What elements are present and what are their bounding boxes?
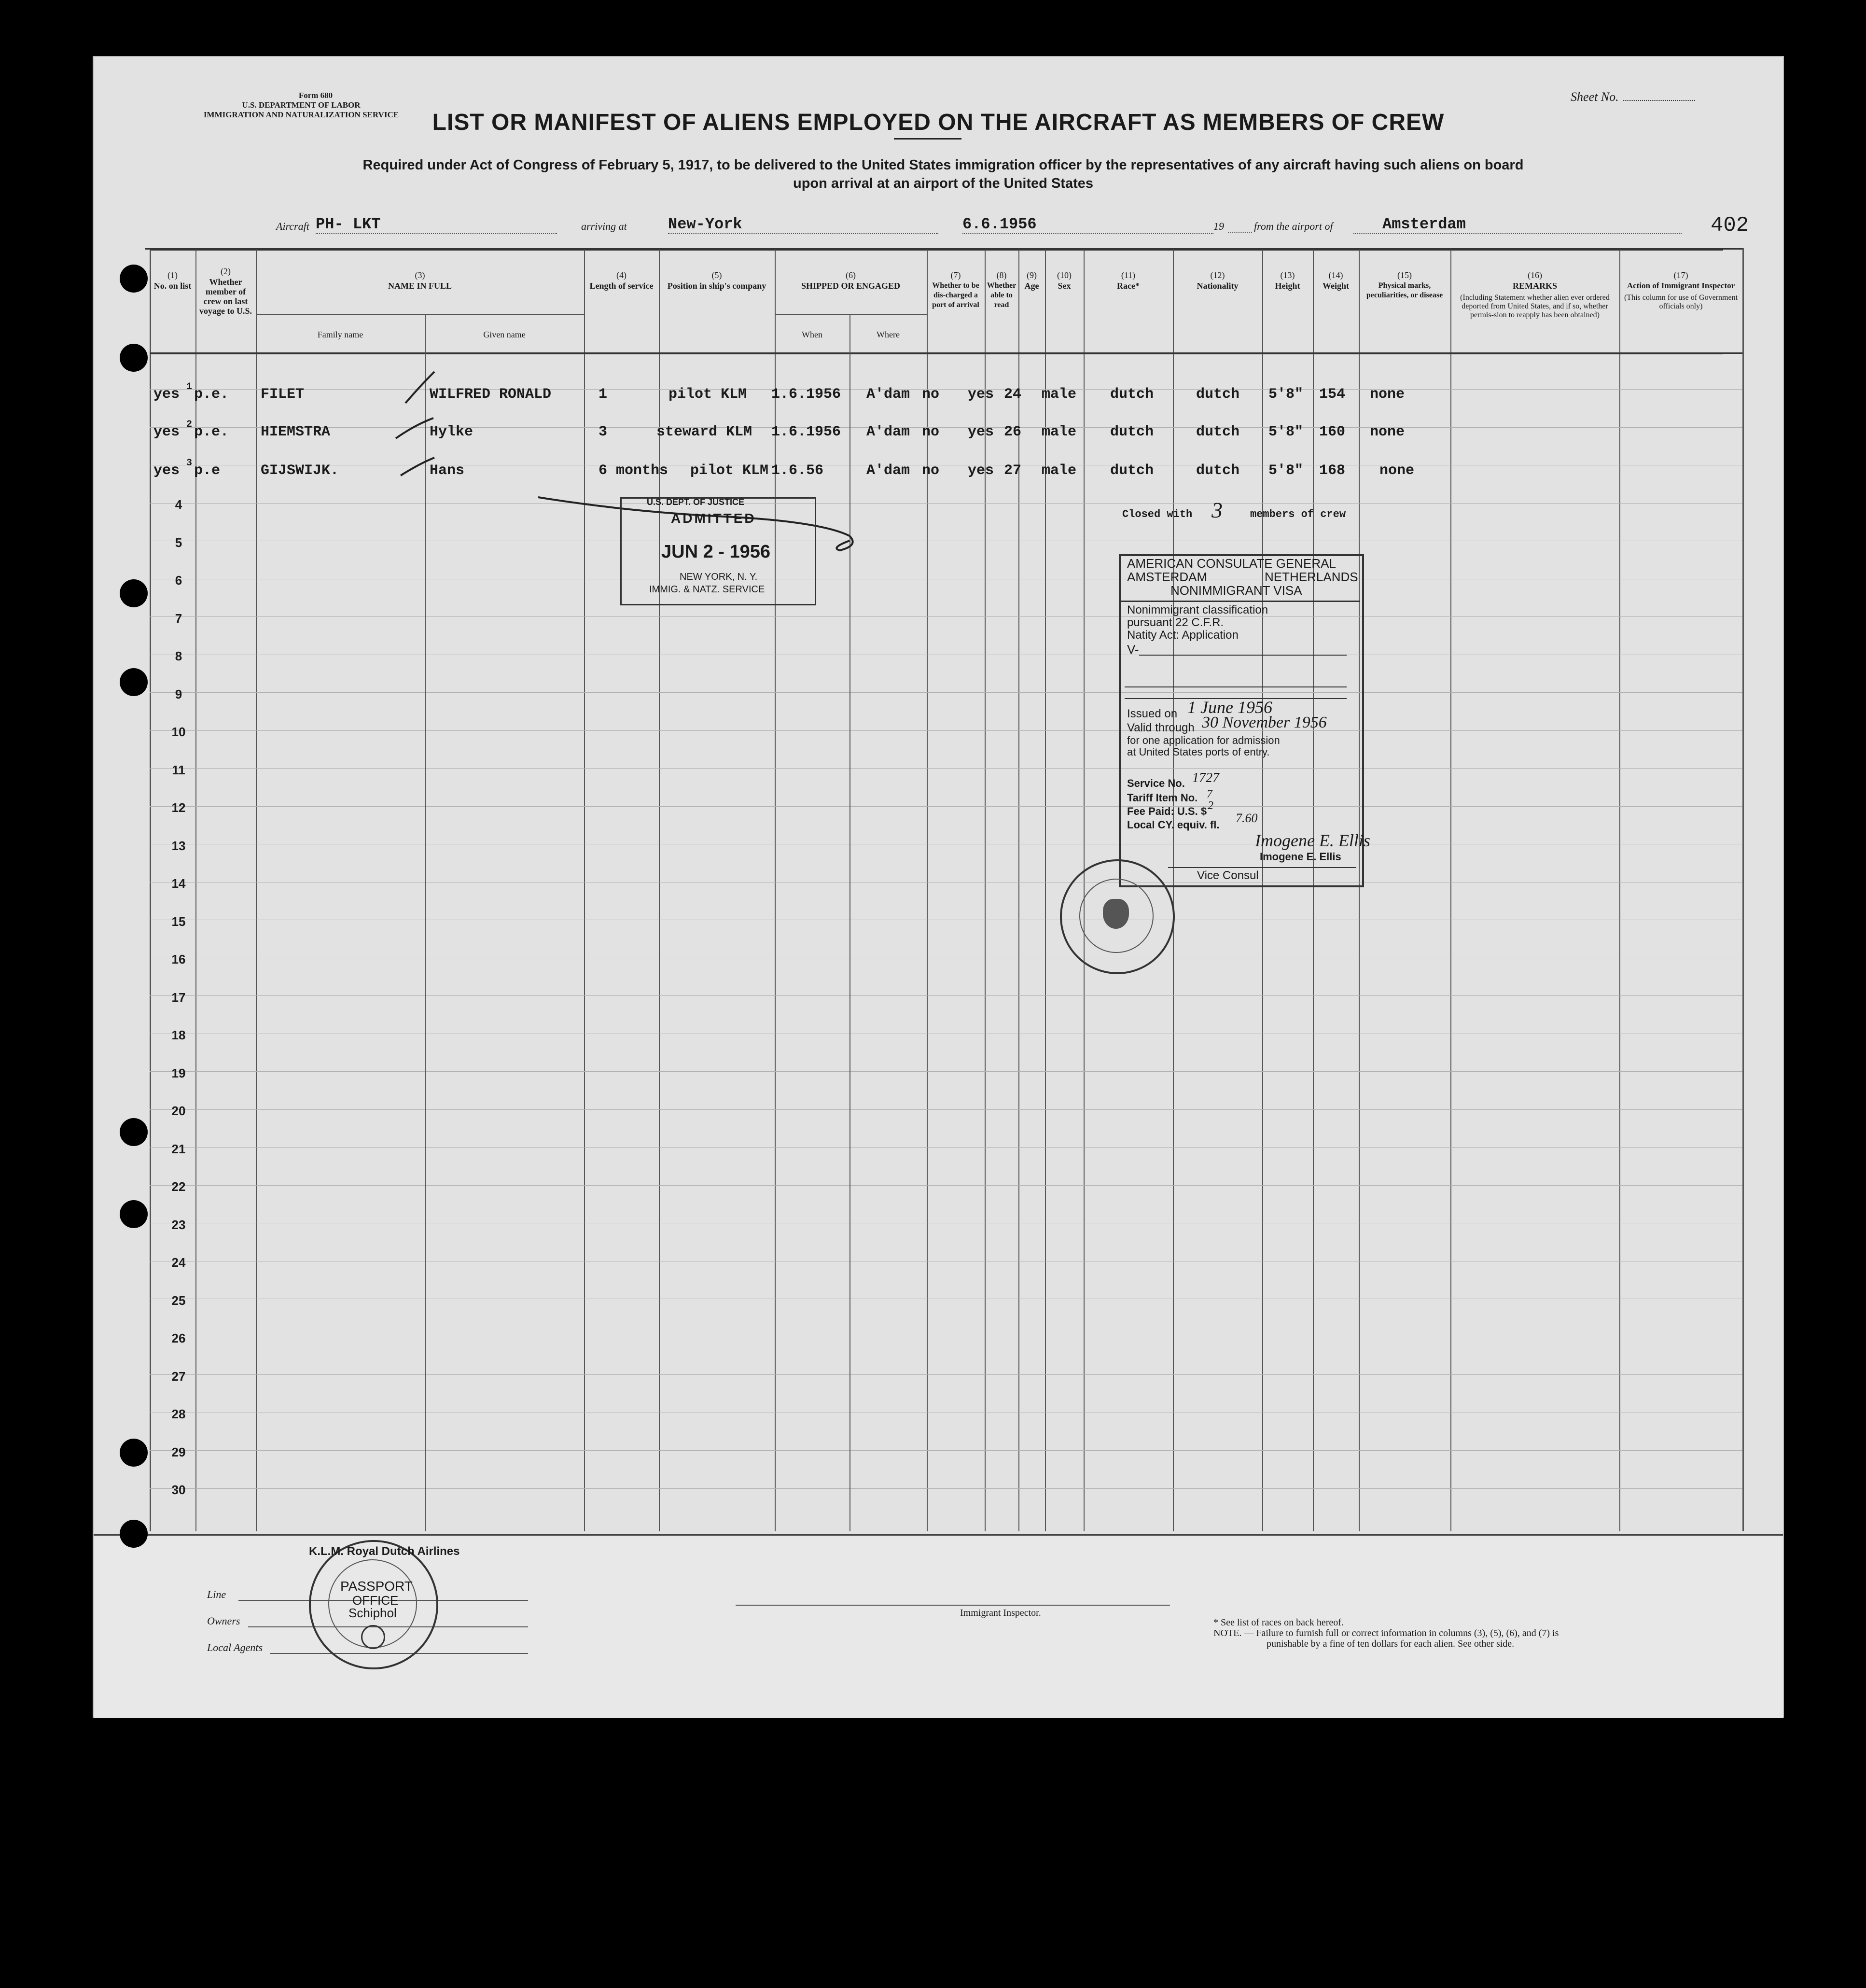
column-rule bbox=[1018, 248, 1019, 1531]
subtitle-line-1: Required under Act of Congress of February 5, 1917, to be delivered to the United States immigration officer by the representatives of any aircraft having such aliens on board bbox=[362, 157, 1524, 173]
column-header: Whether to be dis-charged a port of arrival bbox=[932, 281, 979, 309]
name-subheader-rule bbox=[256, 314, 584, 315]
visa-rule bbox=[1119, 601, 1360, 602]
visa-ports: at United States ports of entry. bbox=[1127, 746, 1270, 758]
row-rule bbox=[150, 1450, 1742, 1451]
tick-mark bbox=[396, 418, 433, 438]
line-label: Line bbox=[207, 1588, 226, 1600]
column-header: Sex bbox=[1058, 281, 1071, 291]
aircraft-label: Aircraft bbox=[276, 220, 309, 232]
column-number: (9) bbox=[1027, 270, 1037, 280]
column-number: (10) bbox=[1057, 270, 1072, 280]
cell-discharged: no bbox=[922, 424, 940, 440]
row-number: 20 bbox=[171, 1104, 186, 1118]
page-title: LIST OR MANIFEST OF ALIENS EMPLOYED ON THE AIRCRAFT AS MEMBERS OF CREW bbox=[432, 110, 1445, 135]
cell-nationality: dutch bbox=[1196, 386, 1240, 403]
cell-sex: male bbox=[1042, 386, 1077, 403]
visa-local-label: Local CY. equiv. fl. bbox=[1127, 819, 1220, 831]
note-2: punishable by a fine of ten dollars for each alien. See other side. bbox=[1267, 1638, 1515, 1649]
row-rule bbox=[150, 806, 1742, 807]
year-label: 19 bbox=[1213, 220, 1224, 232]
cell-race: dutch bbox=[1110, 424, 1154, 440]
cell-position: pilot KLM bbox=[690, 462, 769, 479]
row-rule bbox=[150, 730, 1742, 731]
seal-text bbox=[1043, 975, 1187, 980]
column-header: Physical marks, peculiarities, or disease bbox=[1366, 281, 1443, 299]
cell-pe: p.e bbox=[194, 462, 221, 479]
closed-label: Closed with bbox=[1122, 508, 1193, 520]
cell-marks: none bbox=[1370, 424, 1405, 440]
row-number: 10 bbox=[171, 725, 186, 739]
cell-sex: male bbox=[1042, 462, 1077, 479]
column-number: (6) bbox=[846, 270, 856, 280]
cell-family: HIEMSTRA bbox=[261, 424, 331, 440]
column-number: (17) bbox=[1673, 270, 1688, 280]
row-number: 9 bbox=[175, 686, 182, 701]
column-number: (7) bbox=[950, 270, 961, 280]
cell-when: 1.6.1956 bbox=[771, 424, 841, 440]
column-number: (2) bbox=[221, 266, 231, 276]
row-number: 15 bbox=[171, 914, 186, 929]
column-rule bbox=[1313, 248, 1314, 1531]
row-number: 7 bbox=[175, 611, 182, 626]
row-number: 18 bbox=[171, 1028, 186, 1042]
binder-hole-icon bbox=[120, 579, 148, 607]
column-rule bbox=[1173, 248, 1174, 1531]
cell-length: 1 bbox=[599, 386, 608, 403]
visa-typed-name: Imogene E. Ellis bbox=[1260, 851, 1341, 863]
column-header: Height bbox=[1275, 281, 1300, 291]
cell-discharged: no bbox=[922, 386, 940, 403]
cell-no: 2 bbox=[186, 419, 193, 430]
admitted-city: NEW YORK, N. Y. bbox=[680, 572, 758, 582]
column-rule bbox=[1045, 248, 1046, 1531]
cell-position: pilot KLM bbox=[668, 386, 747, 403]
eagle-icon bbox=[1103, 899, 1129, 929]
binder-hole-icon bbox=[120, 1200, 148, 1228]
column-rule bbox=[150, 248, 151, 1531]
row-rule bbox=[150, 692, 1742, 693]
row-number: 24 bbox=[171, 1255, 186, 1270]
row-number: 5 bbox=[175, 535, 182, 550]
column-number: (1) bbox=[167, 270, 178, 280]
klm-line2: OFFICE bbox=[352, 1593, 399, 1608]
column-header: NAME IN FULL bbox=[388, 281, 452, 291]
column-header-note: (Including Statement whether alien ever ordered deported from United States, and if so, whether permis-sion to reapply has been obtained) bbox=[1460, 294, 1610, 319]
binder-hole-icon bbox=[120, 265, 148, 293]
visa-valid-value: 30 November 1956 bbox=[1202, 714, 1327, 731]
column-header: REMARKS bbox=[1512, 281, 1557, 291]
visa-line3: NONIMMIGRANT VISA bbox=[1170, 583, 1302, 598]
column-header: Whether member of crew on last voyage to U.S. bbox=[199, 277, 252, 316]
binder-hole-icon bbox=[120, 1520, 148, 1548]
column-header: SHIPPED OR ENGAGED bbox=[801, 281, 901, 291]
row-number: 19 bbox=[171, 1065, 186, 1080]
row-rule bbox=[150, 503, 1742, 504]
visa-line5: pursuant 22 C.F.R. bbox=[1127, 616, 1224, 629]
page-number: 402 bbox=[1711, 213, 1749, 238]
cell-prev: yes bbox=[153, 462, 180, 479]
column-rule bbox=[1619, 248, 1620, 1531]
cell-weight: 168 bbox=[1319, 462, 1346, 479]
column-header: Age bbox=[1024, 281, 1039, 291]
cell-family: FILET bbox=[261, 386, 305, 403]
cell-no: 3 bbox=[186, 458, 193, 469]
klm-line3: Schiphol bbox=[348, 1606, 397, 1620]
row-number: 4 bbox=[175, 497, 182, 512]
admitted-date: JUN 2 - 1956 bbox=[661, 542, 771, 562]
given-name-header: Given name bbox=[483, 330, 526, 339]
visa-v-rule bbox=[1139, 655, 1347, 656]
arrival-date: 6.6.1956 bbox=[962, 215, 1213, 234]
row-number: 17 bbox=[171, 990, 186, 1005]
service-name: IMMIGRATION AND NATURALIZATION SERVICE bbox=[203, 110, 399, 119]
row-number: 28 bbox=[171, 1407, 186, 1421]
cell-position: steward KLM bbox=[656, 424, 752, 440]
name-divider-full bbox=[425, 352, 426, 1531]
cell-length: 6 months bbox=[599, 462, 668, 479]
visa-line4: Nonimmigrant classification bbox=[1127, 603, 1268, 616]
cell-marks: none bbox=[1370, 386, 1405, 403]
column-number: (15) bbox=[1397, 270, 1412, 280]
column-rule bbox=[927, 248, 928, 1531]
cell-no: 1 bbox=[186, 381, 193, 392]
cell-height: 5'8" bbox=[1268, 386, 1304, 403]
cell-pe: p.e. bbox=[194, 424, 229, 440]
row-number: 21 bbox=[171, 1141, 186, 1156]
header-rule bbox=[150, 352, 1742, 354]
row-rule bbox=[150, 1147, 1742, 1148]
visa-line6: Natity Act: Application bbox=[1127, 629, 1239, 642]
table-top-rule bbox=[145, 248, 1742, 250]
row-number: 22 bbox=[171, 1179, 186, 1194]
visa-local-value: 7.60 bbox=[1236, 811, 1258, 825]
column-number: (12) bbox=[1210, 270, 1225, 280]
cell-prev: yes bbox=[153, 386, 180, 403]
column-number: (8) bbox=[996, 270, 1007, 280]
column-header: Position in ship's company bbox=[667, 281, 766, 291]
row-number: 27 bbox=[171, 1369, 186, 1384]
note-star: See list of races on back hereof. bbox=[1221, 1617, 1344, 1628]
column-header: Race* bbox=[1117, 281, 1140, 291]
column-rule bbox=[584, 248, 585, 1531]
admitted-line2: ADMITTED bbox=[671, 511, 756, 526]
row-number: 8 bbox=[175, 649, 182, 663]
row-rule bbox=[150, 616, 1742, 617]
klm-logo-icon bbox=[361, 1625, 385, 1649]
cell-prev: yes bbox=[153, 424, 180, 440]
row-rule bbox=[150, 427, 1742, 428]
from-value: Amsterdam bbox=[1353, 215, 1682, 234]
arriving-value: New-York bbox=[668, 215, 938, 234]
cell-height: 5'8" bbox=[1268, 462, 1304, 479]
row-number: 13 bbox=[171, 838, 186, 853]
column-rule bbox=[256, 248, 257, 1531]
note-1: NOTE. — Failure to furnish full or correct information in columns (3), (5), (6), and (7) is bbox=[1213, 1628, 1559, 1638]
family-name-header: Family name bbox=[317, 330, 363, 339]
visa-fee-value: 2 bbox=[1208, 799, 1213, 812]
cell-age: 27 bbox=[1004, 462, 1022, 479]
cell-nationality: dutch bbox=[1196, 462, 1240, 479]
cell-weight: 154 bbox=[1319, 386, 1346, 403]
row-rule bbox=[150, 768, 1742, 769]
column-number: (4) bbox=[616, 270, 627, 280]
klm-line1: PASSPORT bbox=[340, 1579, 413, 1594]
closed-suffix: members of crew bbox=[1250, 508, 1346, 520]
arriving-label: arriving at bbox=[581, 220, 627, 232]
visa-sign-rule bbox=[1168, 867, 1356, 868]
binder-hole-icon bbox=[120, 1118, 148, 1146]
cell-length: 3 bbox=[599, 424, 608, 440]
column-number: (14) bbox=[1328, 270, 1343, 280]
visa-issued-label: Issued on bbox=[1127, 707, 1178, 720]
subtitle-line-2: upon arrival at an airport of the United States bbox=[793, 176, 1093, 191]
visa-blank-rule bbox=[1125, 686, 1347, 687]
klm-ring-text: K.L.M. Royal Dutch Airlines bbox=[309, 1545, 460, 1558]
row-number: 16 bbox=[171, 952, 186, 966]
cell-where: A'dam bbox=[866, 386, 910, 403]
binder-hole-icon bbox=[120, 668, 148, 696]
cell-age: 24 bbox=[1004, 386, 1022, 403]
row-number: 26 bbox=[171, 1331, 186, 1345]
binder-hole-icon bbox=[120, 344, 148, 372]
shipped-subheader-rule bbox=[775, 314, 927, 315]
footer-notes: * See list of races on back hereof. NOTE. — Failure to furnish full or correct information in columns (3), (5), (6), and (7) is punishable by a fine of ten dollars for each alien. See other side. bbox=[1213, 1617, 1559, 1649]
cell-sex: male bbox=[1042, 424, 1077, 440]
owners-label: Owners bbox=[207, 1615, 240, 1627]
closed-count: 3 bbox=[1212, 498, 1223, 522]
column-number: (11) bbox=[1121, 270, 1136, 280]
column-number: (5) bbox=[711, 270, 722, 280]
local-agents-label: Local Agents bbox=[207, 1641, 263, 1653]
column-rule bbox=[1742, 248, 1744, 1531]
cell-race: dutch bbox=[1110, 462, 1154, 479]
visa-for-one: for one application for admission bbox=[1127, 734, 1280, 746]
cell-discharged: no bbox=[922, 462, 940, 479]
cell-where: A'dam bbox=[866, 462, 910, 479]
binder-hole-icon bbox=[120, 1439, 148, 1467]
cell-given: Hylke bbox=[430, 424, 473, 440]
row-rule bbox=[150, 1071, 1742, 1072]
cell-age: 26 bbox=[1004, 424, 1022, 440]
row-rule bbox=[150, 1374, 1742, 1375]
cell-family: GIJSWIJK. bbox=[261, 462, 339, 479]
row-number: 30 bbox=[171, 1483, 186, 1497]
row-number: 11 bbox=[172, 762, 185, 777]
column-number: (13) bbox=[1280, 270, 1295, 280]
row-number: 29 bbox=[171, 1444, 186, 1459]
column-number: (3) bbox=[415, 270, 425, 280]
row-rule bbox=[150, 1185, 1742, 1186]
column-header: Weight bbox=[1322, 281, 1349, 291]
column-header: Length of service bbox=[589, 281, 654, 291]
cell-read: yes bbox=[968, 462, 994, 479]
visa-fee-label: Fee Paid: U.S. $ bbox=[1127, 805, 1207, 817]
column-rule bbox=[1450, 248, 1451, 1531]
row-number: 6 bbox=[175, 573, 182, 588]
column-header: No. on list bbox=[153, 281, 192, 291]
column-rule bbox=[775, 248, 776, 1531]
visa-line2a: AMSTERDAM bbox=[1127, 570, 1208, 584]
visa-valid-label: Valid through bbox=[1127, 721, 1195, 734]
row-rule bbox=[150, 1109, 1742, 1110]
cell-nationality: dutch bbox=[1196, 424, 1240, 440]
cell-read: yes bbox=[968, 424, 994, 440]
row-rule bbox=[150, 389, 1742, 390]
cell-where: A'dam bbox=[866, 424, 910, 440]
visa-tariff-value: 7 bbox=[1207, 788, 1212, 800]
cell-height: 5'8" bbox=[1268, 424, 1304, 440]
column-header: Nationality bbox=[1197, 281, 1239, 291]
visa-line1: AMERICAN CONSULATE GENERAL bbox=[1127, 556, 1336, 571]
row-number: 14 bbox=[171, 876, 186, 891]
shipped-subheader-divider bbox=[849, 314, 850, 1531]
visa-signature: Imogene E. Ellis bbox=[1255, 831, 1370, 850]
column-rule bbox=[195, 248, 196, 1531]
visa-tariff-label: Tariff Item No. bbox=[1127, 792, 1198, 804]
sheet-label: Sheet No. bbox=[1571, 90, 1619, 104]
from-label: from the airport of bbox=[1254, 220, 1333, 232]
column-header-note: (This column for use of Government officials only) bbox=[1624, 294, 1738, 310]
cell-race: dutch bbox=[1110, 386, 1154, 403]
visa-title: Vice Consul bbox=[1197, 869, 1259, 882]
visa-service-value: 1727 bbox=[1192, 770, 1219, 785]
visa-service-label: Service No. bbox=[1127, 777, 1185, 789]
admitted-line1: U.S. DEPT. OF JUSTICE bbox=[647, 497, 745, 507]
row-rule bbox=[150, 995, 1742, 996]
admitted-service: IMMIG. & NATZ. SERVICE bbox=[649, 584, 765, 595]
when-header: When bbox=[802, 330, 822, 339]
column-rule bbox=[1262, 248, 1263, 1531]
column-header: Action of Immigrant Inspector bbox=[1627, 281, 1735, 290]
column-rule bbox=[985, 248, 986, 1531]
column-header: Whether able to read bbox=[987, 281, 1017, 309]
form-number: Form 680 bbox=[298, 91, 333, 100]
row-number: 23 bbox=[171, 1217, 186, 1232]
department: U.S. DEPARTMENT OF LABOR bbox=[242, 100, 361, 110]
visa-issued-value: 1 June 1956 bbox=[1187, 698, 1272, 717]
cell-read: yes bbox=[968, 386, 994, 403]
row-number: 25 bbox=[171, 1293, 186, 1308]
inspector-label: Immigrant Inspector. bbox=[960, 1608, 1041, 1618]
cell-given: Hans bbox=[430, 462, 465, 479]
column-number: (16) bbox=[1528, 270, 1542, 280]
where-header: Where bbox=[877, 330, 900, 339]
cell-marks: none bbox=[1379, 462, 1415, 479]
aircraft-value: PH- LKT bbox=[316, 215, 557, 234]
cell-weight: 160 bbox=[1319, 424, 1346, 440]
row-number: 12 bbox=[171, 800, 186, 815]
cell-pe: p.e. bbox=[194, 386, 229, 403]
cell-when: 1.6.56 bbox=[771, 462, 824, 479]
visa-line2b: NETHERLANDS bbox=[1265, 570, 1358, 584]
row-rule bbox=[150, 1488, 1742, 1489]
cell-given: WILFRED RONALD bbox=[430, 386, 552, 403]
visa-v: V- bbox=[1127, 642, 1139, 657]
cell-when: 1.6.1956 bbox=[771, 386, 841, 403]
column-rule bbox=[659, 248, 660, 1531]
column-rule bbox=[1359, 248, 1360, 1531]
